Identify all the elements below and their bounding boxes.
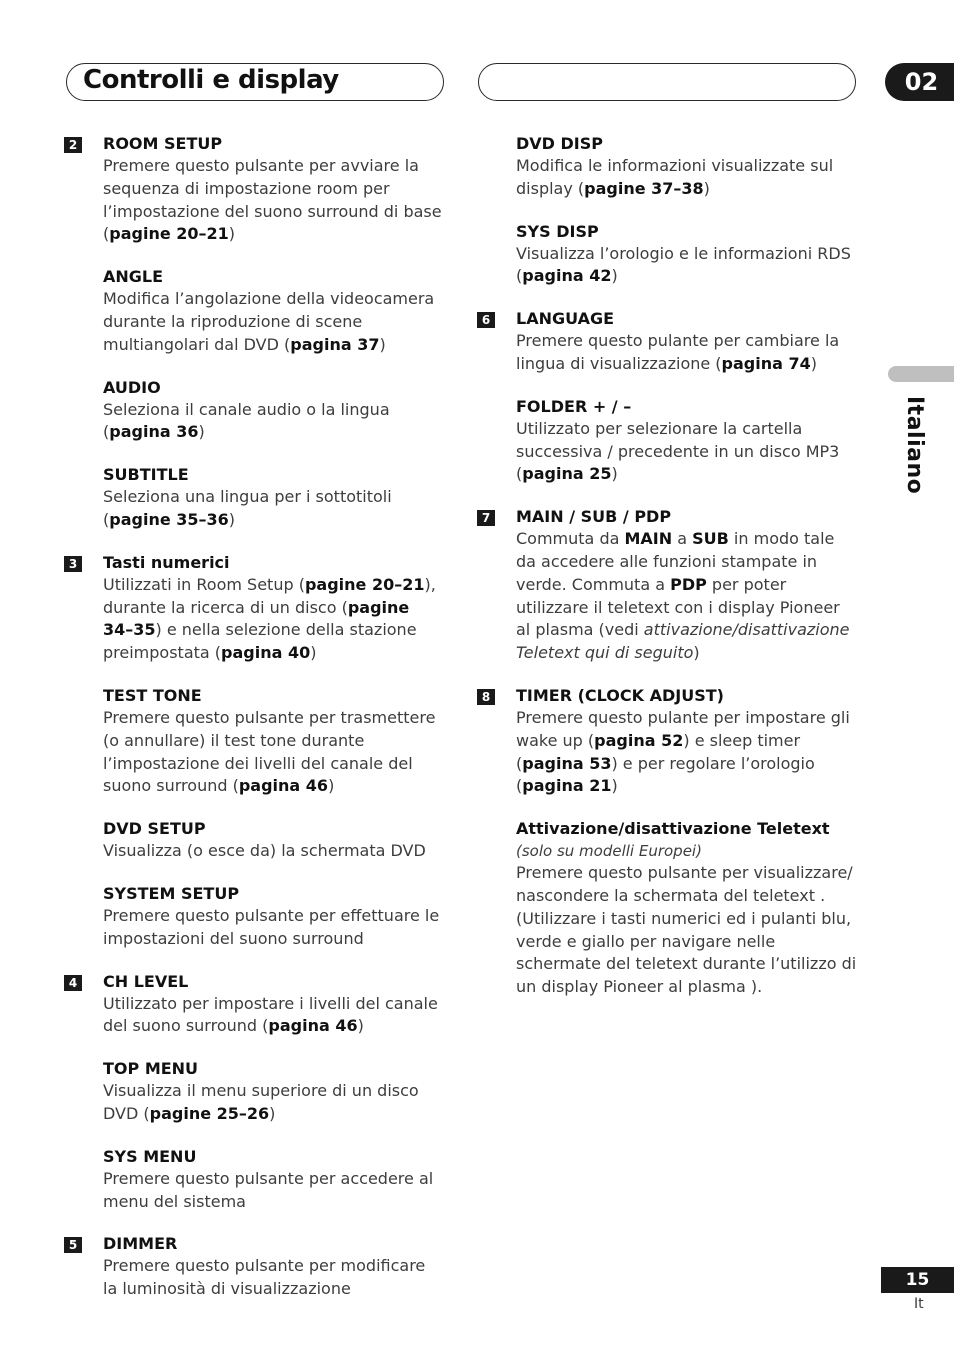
control-name: SUBTITLE	[103, 465, 189, 485]
section-number-badge: 5	[64, 1237, 82, 1253]
section-group	[477, 308, 857, 486]
control-description: Utilizzato per selezionare la cartella successiva / precedente in un disco MP3 (pagina 25)	[516, 418, 840, 484]
page-reference: pagina 40	[221, 643, 311, 663]
section-group	[64, 552, 444, 951]
section-group	[64, 971, 444, 1214]
section-number-badge: 2	[64, 137, 82, 153]
control-description: Premere questo pulante per impostare gli wake up (pagina 52) e sleep timer (pagina 53) e per regolare l’orologio (pagina 21)	[516, 707, 850, 796]
control-entry	[103, 377, 444, 445]
control-entry	[103, 685, 444, 798]
page-reference: pagine 25–26	[149, 1103, 270, 1123]
control-note: (solo su modelli Europei)	[516, 842, 702, 861]
section-group	[64, 133, 444, 532]
page-reference: pagina 74	[721, 353, 811, 373]
page-reference: MAIN	[624, 529, 673, 549]
control-name: Attivazione/disattivazione Teletext	[516, 819, 830, 839]
control-description: Visualizza (o esce da) la schermata DVD	[103, 841, 426, 861]
page-reference: PDP	[670, 574, 707, 594]
section-group	[477, 133, 857, 288]
page-reference: pagine 35–36	[109, 509, 229, 529]
section-number-badge: 3	[64, 556, 82, 572]
control-entry	[516, 685, 857, 798]
page-reference: pagina 46	[268, 1016, 358, 1036]
control-description: Modifica l’angolazione della videocamera durante la riproduzione di scene multiangolari dal DVD (pagina 37)	[103, 289, 435, 354]
control-entry	[103, 266, 444, 356]
control-name: MAIN / SUB / PDP	[516, 507, 672, 527]
control-description: Premere questo pulsante per trasmettere (o annullare) il test tone durante l’impostazione dei livelli del canale del suono surround (pagina 46)	[103, 707, 436, 796]
control-entry	[103, 1146, 444, 1214]
control-name: ROOM SETUP	[103, 134, 223, 153]
page-reference: pagina 42	[522, 266, 612, 286]
page-reference: pagina 52	[594, 730, 684, 750]
control-entry	[516, 506, 857, 665]
control-entry	[103, 1058, 444, 1126]
section-group	[477, 685, 857, 999]
page-reference: pagine 20–21	[304, 574, 425, 594]
control-entry	[516, 133, 857, 201]
control-entry	[516, 396, 857, 486]
section-number-badge: 7	[477, 510, 495, 526]
page-reference: pagina 21	[522, 776, 612, 796]
control-name: SYS MENU	[103, 1146, 197, 1166]
page-number: 15	[881, 1267, 954, 1293]
control-description: Seleziona il canale audio o la lingua (pagina 36)	[103, 399, 390, 442]
section-group	[477, 506, 857, 665]
control-description: Premere questo pulsante per effettuare le impostazioni del suono surround	[103, 905, 440, 948]
control-name: TOP MENU	[103, 1059, 199, 1079]
control-description: Commuta da MAIN a SUB in modo tale da accedere alle funzioni stampate in verde. Commuta a PDP per poter utilizzare il teletext con i display Pioneer al plasma (vedi attivazione/disattivazione Teletext qui di seguito)	[516, 529, 850, 663]
page-reference: pagina 37	[290, 334, 380, 354]
section-group	[64, 1233, 444, 1301]
page-reference: SUB	[692, 529, 729, 549]
language-tab-marker	[888, 366, 954, 382]
control-name: FOLDER + / –	[516, 396, 632, 416]
control-name: Tasti numerici	[103, 552, 230, 572]
control-description: Premere questo pulsante per visualizzare/ nascondere la schermata del teletext . (Utilizzare i tasti numerici ed i pulanti blu, verde e giallo per navigare nelle schermate del teletext durante l’utilizzo di un display Pioneer al plasma ).	[516, 863, 857, 997]
left-column	[64, 133, 444, 1321]
control-entry	[103, 552, 444, 665]
control-entry	[103, 883, 444, 951]
control-description: Visualizza il menu superiore di un disco DVD (pagine 25–26)	[103, 1081, 419, 1123]
control-name: DVD DISP	[516, 134, 603, 153]
cross-reference: attivazione/disattivazione Teletext qui di seguito	[516, 620, 850, 663]
control-entry	[516, 221, 857, 289]
control-description: Premere questo pulante per cambiare la lingua di visualizzazione (pagina 74)	[516, 331, 840, 373]
control-description: Premere questo pulsante per accedere al menu del sistema	[103, 1168, 434, 1211]
control-entry	[103, 971, 444, 1039]
control-name: TIMER (CLOCK ADJUST)	[516, 685, 724, 705]
control-name: DIMMER	[103, 1234, 178, 1254]
control-entry	[103, 818, 444, 863]
control-description: Premere questo pulsante per avviare la sequenza di impostazione room per l’impostazione del suono surround di base (pagine 20–21)	[103, 156, 442, 244]
page-reference: pagine 20–21	[109, 224, 229, 244]
page-language-code: It	[914, 1296, 924, 1312]
control-name: SYS DISP	[516, 221, 599, 241]
chapter-badge: 02	[885, 63, 954, 101]
control-name: SYSTEM SETUP	[103, 883, 240, 903]
control-name: AUDIO	[103, 377, 161, 397]
control-description: Premere questo pulsante per modificare la luminosità di visualizzazione	[103, 1256, 426, 1299]
control-name: LANGUAGE	[516, 309, 615, 329]
section-number-badge: 4	[64, 975, 82, 991]
page-reference: pagina 46	[238, 776, 329, 796]
page-reference: pagina 36	[109, 422, 199, 442]
control-name: TEST TONE	[103, 685, 202, 705]
control-name: ANGLE	[103, 267, 164, 287]
right-column	[477, 133, 857, 1019]
page-reference: pagine 34–35	[103, 597, 410, 640]
language-label: Italiano	[902, 396, 927, 495]
header-empty-box	[478, 63, 856, 101]
section-number-badge: 6	[477, 312, 495, 328]
control-entry	[516, 308, 857, 376]
page-reference: pagine 37–38	[584, 178, 704, 198]
control-description: Utilizzati in Room Setup (pagine 20–21), durante la ricerca di un disco (pagine 34–35) e nella selezione della stazione preimpostata (pagina 40)	[103, 574, 436, 663]
control-entry	[516, 818, 857, 999]
control-name: CH LEVEL	[103, 971, 189, 991]
page-reference: pagina 25	[522, 464, 612, 484]
page-title: Controlli e display	[83, 65, 339, 95]
control-description: Modifica le informazioni visualizzate sul display (pagine 37–38)	[516, 156, 834, 198]
control-entry	[103, 464, 444, 532]
control-name: DVD SETUP	[103, 819, 206, 839]
control-description: Seleziona una lingua per i sottotitoli (pagine 35–36)	[103, 487, 392, 529]
control-description: Visualizza l’orologio e le informazioni RDS (pagina 42)	[516, 243, 851, 286]
control-description: Utilizzato per impostare i livelli del canale del suono surround (pagina 46)	[103, 993, 438, 1036]
title-box	[66, 63, 444, 101]
page-reference: pagina 53	[522, 753, 612, 773]
section-number-badge: 8	[477, 689, 495, 705]
control-entry	[103, 1233, 444, 1301]
control-entry	[103, 133, 444, 246]
